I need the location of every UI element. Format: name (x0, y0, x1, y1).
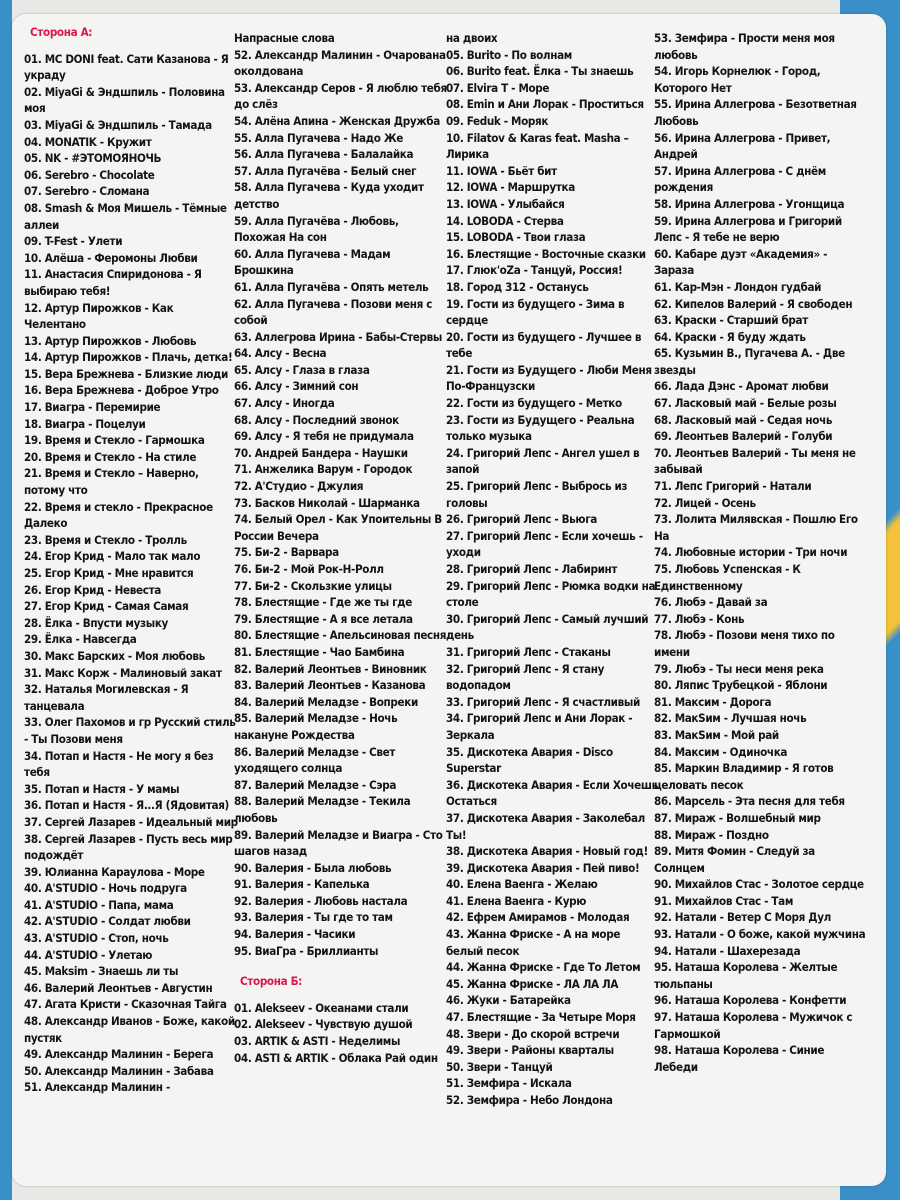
track-item: 48. Александр Иванов - Боже, какой пустяк (24, 1014, 235, 1045)
track-item: 07. Elvira T - Море (446, 80, 550, 95)
track-item: 62. Алла Пугачева - Позови меня с собой (234, 296, 433, 328)
track-item: 97. Наташа Королева - Мужичок с Гармошкой (654, 1010, 853, 1041)
track-item: 58. Ирина Аллегрова - Угонщица (654, 196, 845, 211)
track-item: 38. Сергей Лазарев - Пусть весь мир подождёт (24, 831, 233, 863)
track-item: 36. Дискотека Авария - Если Хочешь Остаться (446, 777, 658, 809)
track-item: 35. Дискотека Авария - Disco Superstar (446, 744, 613, 776)
track-item: 83. Валерий Леонтьев - Казанова (234, 678, 426, 693)
track-item: 83. МакSим - Мой рай (654, 727, 779, 742)
track-item: 84. Валерий Меладзе - Вопреки (234, 694, 418, 709)
track-item: 24. Григорий Лепс - Ангел ушел в запой (446, 445, 640, 477)
track-item: 12. IOWA - Маршрутка (446, 180, 575, 195)
track-item: 20. Гости из будущего - Лучшее в тебе (446, 329, 642, 361)
track-item: 87. Мираж - Волшебный мир (654, 810, 821, 825)
track-item: 89. Митя Фомин - Следуй за Солнцем (654, 844, 815, 875)
track-item: 39. Юлианна Караулова - Море (24, 864, 205, 879)
track-item: 54. Алёна Апина - Женская Дружба (234, 113, 440, 128)
track-item: 25. Григорий Лепс - Выбрось из головы (446, 479, 628, 510)
side-b-title: Сторона Б: (240, 974, 302, 989)
track-item: 14. LOBODA - Стерва (446, 213, 564, 228)
track-item: 27. Григорий Лепс - Если хочешь - уходи (446, 528, 643, 560)
track-item: 05. NK - #ЭТОМОЯНОЧЬ (24, 151, 162, 166)
track-item: 70. Леонтьев Валерий - Ты меня не забывай (654, 445, 856, 477)
track-item: 49. Звери - Районы кварталы (446, 1043, 614, 1058)
track-item: 26. Егор Крид - Невеста (24, 582, 161, 597)
track-item: 51. Александр Малинин - (24, 1080, 170, 1095)
track-item: 64. Краски - Я буду ждать (654, 329, 806, 344)
track-item: 73. Басков Николай - Шарманка (234, 495, 420, 510)
track-item: 44. A'STUDIO - Улетаю (24, 947, 153, 962)
track-item: 46. Жуки - Батарейка (446, 993, 571, 1008)
track-item: 74. Белый Орел - Как Упоительны В России Вечера (234, 512, 442, 543)
track-item: 85. Валерий Меладзе - Ночь накануне Рождества (234, 711, 398, 742)
track-item: 05. Burito - По волнам (446, 47, 572, 62)
track-item: 32. Григорий Лепс - Я стану водопадом (446, 661, 605, 693)
track-item: 86. Валерий Меладзе - Свет уходящего солнца (234, 744, 396, 776)
track-item: 61. Алла Пугачёва - Опять метель (234, 279, 429, 294)
track-item: 79. Блестящие - А я все летала (234, 611, 413, 626)
track-item: 03. MiyaGi & Эндшпиль - Тамада (24, 117, 212, 132)
track-item: 92. Валерия - Любовь настала (234, 893, 408, 908)
column-2 (234, 30, 448, 1066)
track-item: 43. A'STUDIO - Стоп, ночь (24, 931, 169, 946)
track-item: 55. Алла Пугачева - Надо Же (234, 130, 403, 145)
track-item: 15. LOBODA - Твои глаза (446, 230, 586, 245)
track-item: 14. Артур Пирожков - Плачь, детка! (24, 350, 233, 365)
track-item: 30. Макс Барских - Моя любовь (24, 648, 205, 663)
track-item: 55. Ирина Аллегрова - Безответная Любовь (654, 97, 857, 128)
track-item: 88. Мираж - Поздно (654, 827, 769, 842)
track-item: 76. Любэ - Давай за (654, 595, 768, 610)
track-item: 62. Кипелов Валерий - Я свободен (654, 296, 853, 311)
track-item: 37. Дискотека Авария - Заколебал Ты! (446, 810, 645, 842)
track-item: 53. Александр Серов - Я люблю тебя до слёз (234, 80, 447, 112)
tracklist-sheet (12, 14, 886, 1186)
track-item: 52. Земфира - Небо Лондона (446, 1093, 613, 1107)
track-item: 06. Burito feat. Ёлка - Ты знаешь (446, 64, 634, 79)
track-item: 21. Время и Стекло – Наверно, потому что (24, 466, 199, 498)
track-item: 77. Би-2 - Скользкие улицы (234, 578, 392, 593)
track-item: 22. Гости из будущего - Метко (446, 396, 622, 411)
track-item: 51. Земфира - Искала (446, 1076, 572, 1091)
track-item: 09. Feduk - Моряк (446, 113, 549, 128)
track-item: 29. Григорий Лепс - Рюмка водки на столе (446, 578, 656, 610)
track-item: 60. Кабаре дуэт «Академия» - Зараза (654, 246, 828, 278)
track-item: 02. Alekseev - Чувствую душой (234, 1017, 413, 1032)
column-4 (654, 30, 868, 1075)
track-item: 17. Виагра - Перемирие (24, 400, 161, 415)
track-item: 36. Потап и Настя - Я...Я (Ядовитая) (24, 798, 229, 813)
track-item: 13. Артур Пирожков - Любовь (24, 333, 197, 348)
track-item: 75. Би-2 - Варвара (234, 545, 339, 560)
track-item: 79. Любэ - Ты неси меня река (654, 661, 824, 676)
track-item: 92. Натали - Ветер С Моря Дул (654, 910, 831, 925)
track-item: 66. Лада Дэнс - Аромат любви (654, 379, 829, 394)
track-item: 39. Дискотека Авария - Пей пиво! (446, 860, 640, 875)
track-item: 54. Игорь Корнелюк - Город, Которого Нет (654, 64, 821, 95)
track-item: 10. Filatov & Karas feat. Masha – Лирика (446, 130, 629, 162)
track-item: 34. Потап и Настя - Не могу я без тебя (24, 748, 214, 780)
track-item: 85. Маркин Владимир - Я готов целовать песок (654, 761, 834, 792)
col3-list (446, 30, 660, 1109)
track-item: 23. Время и Стекло - Тролль (24, 532, 187, 547)
track-item: 47. Агата Кристи - Сказочная Тайга (24, 997, 227, 1012)
track-item: 82. МакSим - Лучшая ночь (654, 711, 807, 726)
track-item: 57. Ирина Аллегрова - С днём рождения (654, 163, 826, 195)
track-item: 96. Наташа Королева - Конфетти (654, 993, 847, 1008)
track-item: 44. Жанна Фриске - Где То Летом (446, 960, 641, 975)
track-item: 59. Ирина Аллегрова и Григорий Лепс - Я тебе не верю (654, 213, 842, 245)
track-item: 24. Егор Крид - Мало так мало (24, 549, 201, 564)
track-item: 90. Валерия - Была любовь (234, 860, 392, 875)
track-item: 68. Ласковый май - Седая ночь (654, 412, 833, 427)
track-item: 42. Ефрем Амирамов - Молодая (446, 910, 630, 925)
col4-list (654, 30, 868, 1075)
track-item: 45. Жанна Фриске - ЛА ЛА ЛА (446, 976, 619, 991)
track-item: на двоих (446, 31, 498, 45)
track-item: 81. Блестящие - Чао Бамбина (234, 644, 405, 659)
track-item: 17. Глюк'oZa - Танцуй, Россия! (446, 263, 623, 278)
track-item: 33. Олег Пахомов и гр Русский стиль - Ты Позови меня (24, 715, 236, 746)
side-a-title: Сторона А: (30, 25, 93, 39)
track-item: 41. Елена Ваенга - Курю (446, 893, 587, 908)
track-item: 22. Время и стекло - Прекрасное Далеко (24, 499, 213, 531)
track-item: 03. ARTIK & ASTI - Неделимы (234, 1034, 401, 1049)
track-item: 49. Александр Малинин - Берега (24, 1047, 214, 1062)
track-item: 69. Алсу - Я тебя не придумала (234, 429, 414, 444)
track-item: 04. MONATIK - Кружит (24, 134, 152, 149)
column-3 (446, 30, 660, 1109)
track-item: 26. Григорий Лепс - Вьюга (446, 512, 597, 527)
track-item: 28. Григорий Лепс - Лабиринт (446, 562, 618, 576)
track-item: 50. Александр Малинин - Забава (24, 1063, 214, 1078)
track-item: 84. Максим - Одиночка (654, 744, 788, 759)
track-item: 95. ВиаГра - Бриллианты (234, 943, 379, 958)
track-item: 09. T-Fest - Улети (24, 234, 123, 249)
track-item: 71. Анжелика Варум - Городок (234, 462, 413, 477)
track-item: 71. Лепс Григорий - Натали (654, 479, 812, 494)
track-item: 18. Город 312 - Останусь (446, 279, 589, 294)
track-item: 68. Алсу - Последний звонок (234, 412, 399, 427)
track-item: 08. Emin и Ани Лорак - Проститься (446, 97, 644, 112)
track-item: 10. Алёша - Феромоны Любви (24, 250, 198, 265)
track-item: 07. Serebro - Сломана (24, 184, 150, 199)
track-item: 80. Ляпис Трубецкой - Яблони (654, 678, 828, 693)
track-item: 81. Максим - Дорога (654, 694, 772, 709)
track-item: 64. Алсу - Весна (234, 346, 327, 361)
track-item: 73. Лолита Милявская - Пошлю Его На (654, 512, 858, 543)
track-item: 86. Марсель - Эта песня для тебя (654, 794, 845, 809)
track-item: 21. Гости из Будущего - Люби Меня По-Французски (446, 362, 652, 394)
track-item: 70. Андрей Бандера - Наушки (234, 445, 408, 460)
track-item: 98. Наташа Королева - Синие Лебеди (654, 1043, 825, 1074)
track-item: 06. Serebro - Chocolate (24, 167, 155, 182)
track-item: 20. Время и Стекло - На стиле (24, 449, 197, 464)
track-item: 13. IOWA - Улыбайся (446, 196, 565, 211)
track-item: 30. Григорий Лепс - Самый лучший день (446, 611, 649, 643)
track-item: 33. Григорий Лепс - Я счастливый (446, 694, 640, 709)
track-item: 75. Любовь Успенская - К Единственному (654, 562, 801, 593)
track-item: 35. Потап и Настя - У мамы (24, 781, 180, 796)
track-item: 90. Михайлов Стас - Золотое сердце (654, 877, 864, 892)
track-item: 46. Валерий Леонтьев - Августин (24, 980, 213, 995)
track-item: 65. Кузьмин В., Пугачева А. - Две звезды (654, 346, 845, 377)
track-item: 78. Любэ - Позови меня тихо по имени (654, 628, 835, 659)
track-item: 02. MiyaGi & Эндшпиль - Половина моя (24, 84, 225, 116)
track-item: 67. Алсу - Иногда (234, 396, 335, 411)
column-1 (24, 24, 238, 1096)
track-item: 08. Smash & Моя Мишель - Тёмные аллеи (24, 200, 227, 232)
background-left-edge (0, 0, 12, 1200)
track-item: 01. Alekseev - Океанами стали (234, 1000, 409, 1015)
track-item: 04. ASTI & ARTIK - Облака Рай один (234, 1050, 438, 1065)
track-item: 82. Валерий Леонтьев - Виновник (234, 661, 427, 676)
track-item: 78. Блестящие - Где же ты где (234, 595, 412, 610)
track-item: 63. Аллегрова Ирина - Бабы-Стервы (234, 329, 442, 344)
track-item: 58. Алла Пугачева - Куда уходит детство (234, 180, 424, 211)
track-item: 32. Наталья Могилевская - Я танцевала (24, 682, 189, 713)
track-item: 65. Алсу - Глаза в глаза (234, 362, 370, 377)
track-item: 91. Валерия - Капелька (234, 877, 370, 892)
track-item: 94. Валерия - Часики (234, 927, 356, 942)
track-item: 34. Григорий Лепс и Ани Лорак - Зеркала (446, 711, 633, 742)
track-item: 28. Ёлка - Впусти музыку (24, 615, 169, 630)
track-item: 87. Валерий Меладзе - Сэра (234, 777, 397, 792)
track-item: 45. Maksim - Знаешь ли ты (24, 964, 179, 979)
track-item: 57. Алла Пугачёва - Белый снег (234, 163, 417, 178)
track-item: 76. Би-2 - Мой Рок-Н-Ролл (234, 562, 384, 576)
track-item: 40. A'STUDIO - Ночь подруга (24, 881, 187, 896)
track-item: 93. Натали - О боже, какой мужчина (654, 927, 866, 942)
track-item: 56. Ирина Аллегрова - Привет, Андрей (654, 130, 831, 162)
track-item: 53. Земфира - Прости меня моя любовь (654, 31, 835, 62)
track-item: 59. Алла Пугачёва - Любовь, Похожая На сон (234, 213, 399, 245)
track-item: 11. Анастасия Спиридонова - Я выбираю тебя! (24, 267, 202, 298)
track-item: 50. Звери - Танцуй (446, 1059, 553, 1074)
track-item: Напрасные слова (234, 31, 335, 45)
track-item: 88. Валерий Меладзе - Текила любовь (234, 794, 411, 825)
track-item: 66. Алсу - Зимний сон (234, 379, 359, 394)
track-item: 27. Егор Крид - Самая Самая (24, 599, 189, 614)
track-item: 61. Кар-Мэн - Лондон гудбай (654, 279, 822, 294)
track-item: 47. Блестящие - За Четыре Моря (446, 1010, 636, 1025)
track-item: 31. Макс Корж - Малиновый закат (24, 665, 222, 680)
track-item: 25. Егор Крид - Мне нравится (24, 566, 194, 580)
track-item: 69. Леонтьев Валерий - Голуби (654, 429, 833, 444)
track-item: 40. Елена Ваенга - Желаю (446, 877, 598, 892)
track-item: 31. Григорий Лепс - Стаканы (446, 644, 611, 659)
track-item: 67. Ласковый май - Белые розы (654, 396, 837, 411)
track-item: 37. Сергей Лазарев - Идеальный мир (24, 814, 238, 829)
track-item: 12. Артур Пирожков - Как Челентано (24, 300, 174, 332)
track-item: 74. Любовные истории - Три ночи (654, 545, 848, 560)
col2-list-side-a (234, 30, 448, 959)
col1-list (24, 51, 238, 1096)
track-item: 42. A'STUDIO - Солдат любви (24, 914, 191, 929)
track-item: 91. Михайлов Стас - Там (654, 893, 794, 908)
track-item: 72. Лицей - Осень (654, 495, 756, 510)
track-item: 11. IOWA - Бьёт бит (446, 163, 557, 178)
col2-list-side-b (234, 1000, 448, 1066)
track-item: 80. Блестящие - Апельсиновая песня (234, 628, 447, 643)
track-item: 63. Краски - Старший брат (654, 313, 808, 328)
track-item: 43. Жанна Фриске - А на море белый песок (446, 927, 621, 958)
track-item: 56. Алла Пугачева - Балалайка (234, 147, 414, 162)
track-item: 29. Ёлка - Навсегда (24, 632, 137, 647)
track-item: 38. Дискотека Авария - Новый год! (446, 844, 648, 859)
track-item: 18. Виагра - Поцелуи (24, 416, 146, 431)
track-item: 16. Вера Брежнева - Доброе Утро (24, 383, 219, 398)
track-item: 48. Звери - До скорой встречи (446, 1026, 620, 1041)
track-item: 72. А'Студио - Джулия (234, 479, 364, 494)
track-item: 19. Гости из будущего - Зима в сердце (446, 296, 625, 328)
track-item: 95. Наташа Королева - Желтые тюльпаны (654, 960, 838, 991)
track-item: 77. Любэ - Конь (654, 611, 745, 626)
track-item: 93. Валерия - Ты где то там (234, 910, 393, 925)
track-item: 23. Гости из Будущего - Реальна только музыка (446, 412, 635, 444)
track-item: 15. Вера Брежнева - Близкие люди (24, 366, 229, 381)
track-item: 01. MC DONI feat. Сати Казанова - Я украду (24, 51, 229, 83)
track-item: 89. Валерий Меладзе и Виагра - Сто шагов назад (234, 827, 443, 859)
track-item: 52. Александр Малинин - Очарована околдована (234, 47, 446, 79)
track-item: 94. Натали - Шахерезада (654, 943, 801, 958)
track-item: 41. A'STUDIO - Папа, мама (24, 897, 174, 912)
track-item: 16. Блестящие - Восточные сказки (446, 246, 646, 261)
track-item: 60. Алла Пугачева - Мадам Брошкина (234, 246, 391, 278)
track-item: 19. Время и Стекло - Гармошка (24, 433, 205, 448)
